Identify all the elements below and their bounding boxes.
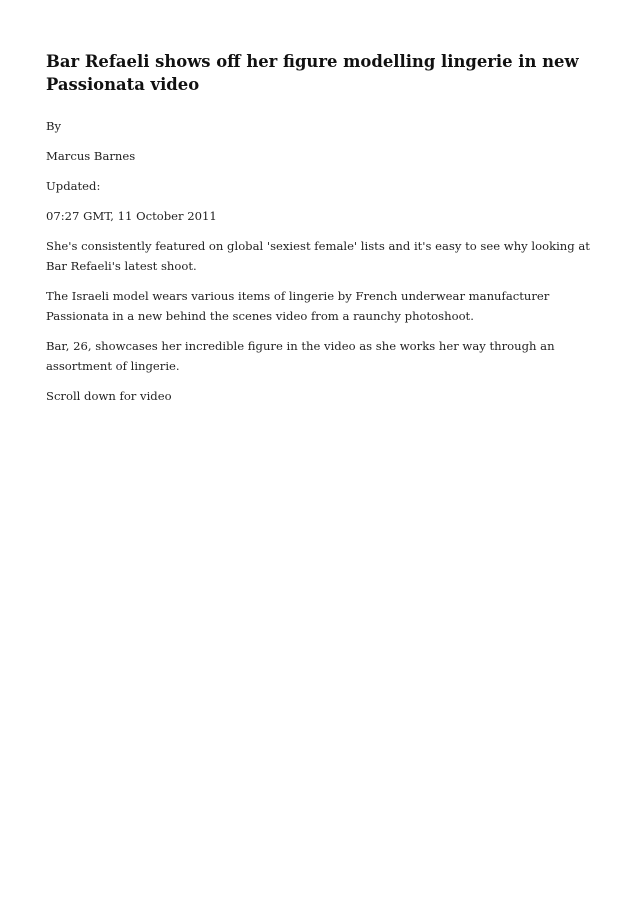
byline-label: By (46, 119, 62, 133)
scroll-down-note: Scroll down for video (46, 389, 172, 403)
updated-timestamp: 07:27 GMT, 11 October 2011 (46, 209, 217, 223)
author-name: Marcus Barnes (46, 149, 136, 163)
article-title: Bar Refaeli shows off her figure modelling lingerie in new Passionata video (46, 52, 579, 94)
article-paragraph: Bar, 26, showcases her incredible figure in the video as she works her way through an assortment of lingerie. (46, 339, 555, 373)
article-paragraph: The Israeli model wears various items of lingerie by French underwear manufacturer Passionata in a new behind the scenes video from a raunchy photoshoot. (46, 289, 550, 323)
article-paragraph: She's consistently featured on global 'sexiest female' lists and it's easy to see why looking at Bar Refaeli's latest shoot. (46, 239, 590, 273)
article (46, 50, 598, 416)
updated-label: Updated: (46, 179, 101, 193)
